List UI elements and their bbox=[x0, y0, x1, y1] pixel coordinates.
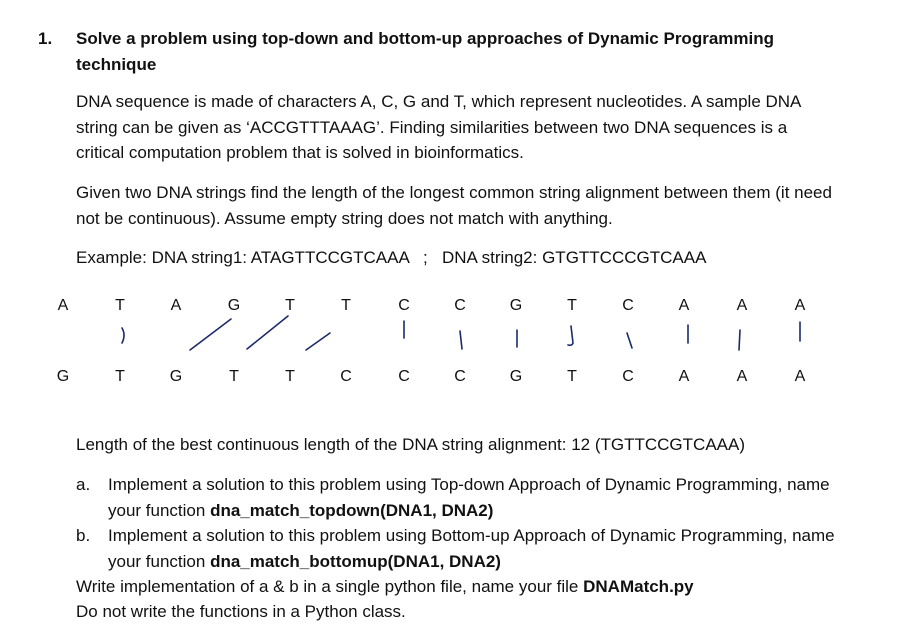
bottom-letter-5: T bbox=[285, 368, 295, 385]
handwritten-stroke bbox=[247, 316, 288, 349]
bottom-letter-9: G bbox=[509, 368, 523, 385]
handwritten-stroke bbox=[460, 331, 462, 349]
top-letter-11: C bbox=[622, 297, 634, 314]
class-instruction: Do not write the functions in a Python class. bbox=[76, 602, 406, 621]
function-name-bottomup: dna_match_bottomup(DNA1, DNA2) bbox=[210, 551, 501, 571]
result-line: Length of the best continuous length of the DNA string alignment: 12 (TGTTCCGTCAAA) bbox=[76, 435, 745, 454]
bottom-letter-14: A bbox=[794, 368, 806, 385]
top-letter-4: G bbox=[227, 297, 241, 314]
bottom-letter-1: G bbox=[56, 368, 70, 385]
question-number: 1. bbox=[38, 29, 53, 48]
question-title: Solve a problem using top-down and bottom-up approaches of Dynamic Programming technique bbox=[76, 29, 774, 74]
alignment-bottom-row bbox=[57, 368, 806, 385]
example-string1: Example: DNA string1: ATAGTTCCGTCAAA bbox=[76, 248, 409, 267]
top-letter-3: A bbox=[170, 297, 182, 314]
top-letter-12: A bbox=[678, 297, 690, 314]
alignment-diagram bbox=[0, 285, 924, 395]
bottom-letter-4: T bbox=[229, 368, 239, 385]
handwritten-stroke bbox=[122, 328, 124, 343]
bottom-letter-8: C bbox=[454, 368, 466, 385]
task-text: Implement a solution to this problem using Bottom-up Approach of Dynamic Programming, name your function bbox=[108, 526, 835, 571]
task-item-b bbox=[76, 523, 856, 574]
top-letter-1: A bbox=[57, 297, 69, 314]
handwritten-stroke bbox=[190, 319, 231, 350]
intro-paragraph: DNA sequence is made of characters A, C, G and T, which represent nucleotides. A sample DNA string can be given as ‘ACCGTTTAAAG’. Finding similarities between two DNA sequences is a critical computation problem that is solved in bioinformatics. bbox=[76, 92, 801, 162]
problem-paragraph: Given two DNA strings find the length of the longest common string alignment between them (it need not be continuous). Assume empty string does not match with anything. bbox=[76, 183, 832, 228]
bottom-letter-11: C bbox=[622, 368, 634, 385]
example-separator: ; bbox=[423, 248, 428, 267]
task-item-a bbox=[76, 472, 856, 523]
alignment-top-row bbox=[58, 297, 806, 314]
bottom-letter-12: A bbox=[678, 368, 690, 385]
function-name-topdown: dna_match_topdown(DNA1, DNA2) bbox=[210, 500, 494, 520]
top-letter-14: A bbox=[794, 297, 806, 314]
write-text: Write implementation of a & b in a single python file, name your file bbox=[76, 577, 584, 596]
example-string2: DNA string2: GTGTTCCCGTCAAA bbox=[441, 248, 707, 267]
top-letter-6: T bbox=[341, 297, 351, 314]
handwritten-stroke bbox=[568, 326, 573, 345]
task-marker: a. bbox=[76, 475, 91, 494]
task-marker: b. bbox=[76, 526, 91, 545]
top-letter-10: T bbox=[567, 297, 577, 314]
bottom-letter-10: T bbox=[567, 368, 577, 385]
task-list bbox=[76, 472, 856, 574]
bottom-letter-7: C bbox=[398, 368, 410, 385]
handwritten-stroke bbox=[739, 330, 740, 350]
bottom-letter-13: A bbox=[736, 368, 748, 385]
file-name: DNAMatch.py bbox=[583, 577, 694, 596]
bottom-letter-3: G bbox=[169, 368, 183, 385]
top-letter-2: T bbox=[115, 297, 125, 314]
top-letter-8: C bbox=[454, 297, 466, 314]
handwritten-stroke bbox=[306, 333, 330, 350]
example-line bbox=[76, 245, 706, 270]
bottom-letter-2: T bbox=[115, 368, 125, 385]
alignment-strokes bbox=[122, 316, 800, 350]
top-letter-7: C bbox=[398, 297, 410, 314]
top-letter-5: T bbox=[285, 297, 295, 314]
write-instruction bbox=[76, 574, 876, 600]
top-letter-13: A bbox=[736, 297, 748, 314]
bottom-letter-6: C bbox=[340, 368, 352, 385]
task-text: Implement a solution to this problem using Top-down Approach of Dynamic Programming, name your function bbox=[108, 475, 830, 520]
handwritten-stroke bbox=[627, 333, 632, 348]
top-letter-9: G bbox=[509, 297, 523, 314]
